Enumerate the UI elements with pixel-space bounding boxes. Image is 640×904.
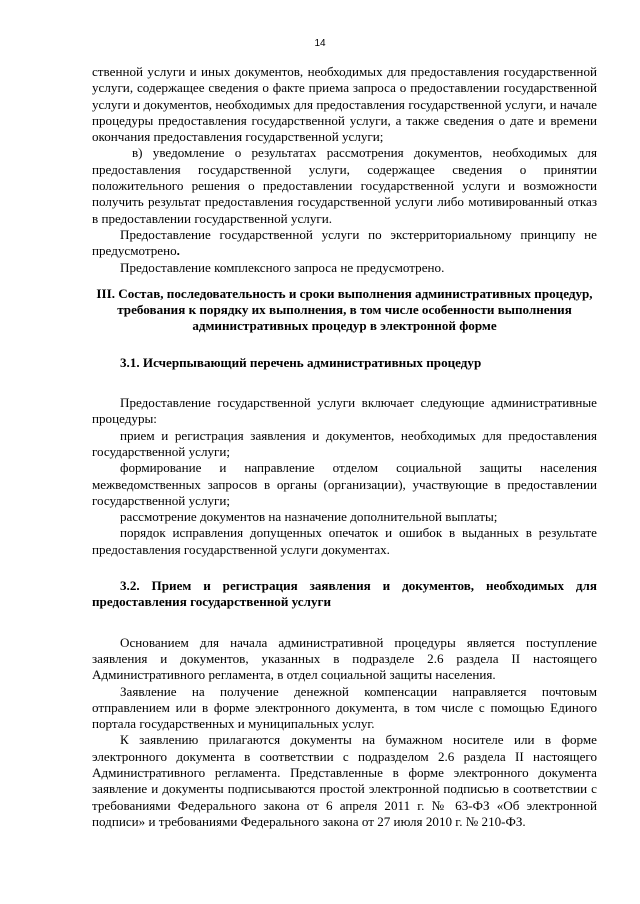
procedure-item: формирование и направление отделом социальной защиты населения межведомственных запросов в органы (организации), участвующие в предоставлении государственной услуги; — [92, 460, 597, 508]
procedure-item: прием и регистрация заявления и документов, необходимых для предоставления государственной услуги; — [92, 427, 597, 459]
procedure-item: рассмотрение документов на назначение дополнительной выплаты; — [120, 509, 498, 525]
subsection-3-2-heading: 3.2. Прием и регистрация заявления и документов, необходимых для предоставления государственной услуги — [92, 578, 597, 610]
subsection-3-2-paragraph: К заявлению прилагаются документы на бумажном носителе или в форме электронного документа в соответствии с подразделом 2.6 раздела II настоящего Административного регламента. Представленные в форме электронного документа заявление и документы подписываются простой электронной подписью в соответствии с требованиями Федерального закона от 6 апреля 2011 г. № 63-ФЗ «Об электронной подписи» и требованиями Федерального закона от 27 июля 2010 г. № 210-ФЗ. — [92, 732, 597, 829]
subsection-3-2-paragraph: Заявление на получение денежной компенсации направляется почтовым отправлением или в форме электронного документа, в том числе с помощью Единого портала государственных и муниципальных услуг. — [92, 683, 597, 732]
paragraph-complex-request: Предоставление комплексного запроса не предусмотрено. — [120, 259, 445, 275]
paragraph-item-v: в) уведомление о результатах рассмотрения документов, необходимых для предоставления государственной услуги, содержащее сведения о принятии положительного решения о предоставлении государственной услуги и возможности получить результат предоставления государственной услуги либо мотивированный отказ в предоставлении государственной услуги. — [92, 145, 597, 226]
procedure-item: порядок исправления допущенных опечаток и ошибок в выданных в результате предоставления государственной услуги документах. — [92, 525, 597, 557]
paragraph-extraterritorial — [92, 227, 597, 260]
page-number: 14 — [314, 38, 326, 49]
paragraph-extraterritorial-text: Предоставление государственной услуги по экстерриториальному принципу не предусмотрено — [92, 226, 597, 259]
paragraph-extraterritorial-end: . — [176, 243, 180, 259]
section-3-heading: III. Состав, последовательность и сроки выполнения административных процедур, требования к порядку их выполнения, в том числе особенности выполнения административных процедур в электронной форме — [96, 285, 593, 334]
document-body — [92, 64, 597, 830]
subsection-3-2-paragraph: Основанием для начала административной процедуры является поступление заявления и документов, указанных в подразделе 2.6 раздела II настоящего Административного регламента, в отдел социальной защиты населения. — [92, 634, 597, 683]
subsection-3-1-intro: Предоставление государственной услуги включает следующие административные процедуры: — [92, 395, 597, 427]
paragraph-continuation: ственной услуги и иных документов, необходимых для предоставления государственной услуги, содержащее сведения о факте приема запроса о предоставлении государственной услуги и документов, необходимых для предоставления государственной услуги, и начале процедуры предоставления государственной услуги, а также сведения о дате и времени окончания предоставления государственной услуги; — [92, 64, 597, 145]
subsection-3-1-heading: 3.1. Исчерпывающий перечень административных процедур — [120, 354, 482, 370]
